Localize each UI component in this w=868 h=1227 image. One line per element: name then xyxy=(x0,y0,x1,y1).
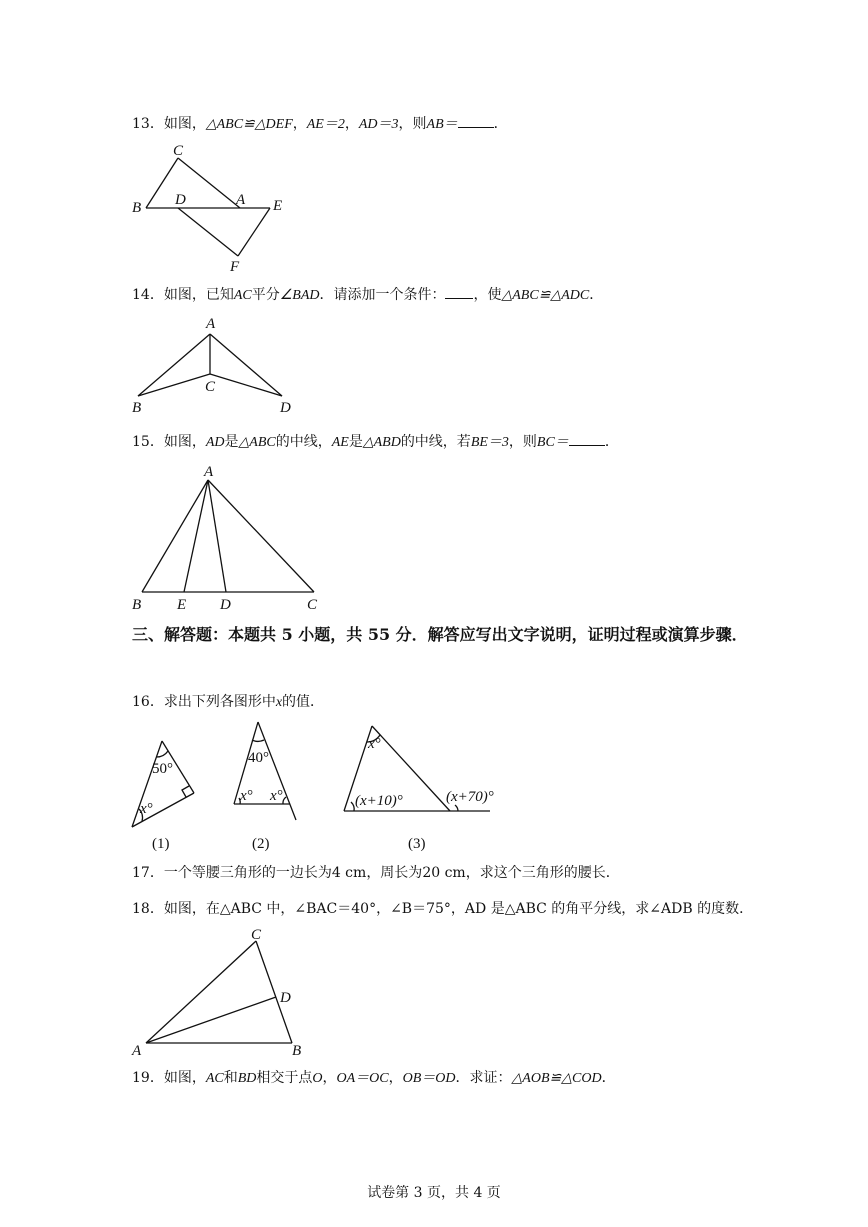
angle-x-right: x° xyxy=(270,788,283,804)
question-17 xyxy=(132,863,620,883)
label-D: D xyxy=(280,990,291,1006)
q15-text-7: ． xyxy=(604,434,619,450)
angle-x-top: x° xyxy=(368,736,381,752)
angle-x-plus-70: (x+70)° xyxy=(446,789,494,805)
q18-figure xyxy=(130,925,320,1065)
q15-text-3: 的中线， xyxy=(275,434,332,450)
label-A: A xyxy=(132,1043,142,1059)
caption-3: (3) xyxy=(408,836,426,852)
q19-math-3: O xyxy=(312,1071,323,1086)
q14-text-3: ．请添加一个条件： xyxy=(319,287,446,303)
q19-text-5: ， xyxy=(388,1070,403,1086)
q14-text-1: 如图，已知 xyxy=(163,287,234,303)
q17-text-1: 一个等腰三角形的一边长为 xyxy=(163,865,332,881)
label-C: C xyxy=(251,927,262,943)
answer-blank[interactable] xyxy=(458,113,494,128)
angle-x-left: x° xyxy=(240,788,253,804)
label-B: B xyxy=(292,1043,302,1059)
q16-figure-2 xyxy=(226,718,316,860)
label-B: B xyxy=(132,597,142,613)
q19-math-2: BD xyxy=(237,1071,257,1086)
q16-text-2: 的值． xyxy=(282,694,325,710)
question-number: 16． xyxy=(132,694,164,710)
q15-text-5: 的中线，若 xyxy=(400,434,471,450)
q15-math-1: AD xyxy=(205,435,225,450)
q15-math-5: BE＝3 xyxy=(470,435,509,450)
section-heading: 三、解答题：本题共 5 小题，共 55 分．解答应写出文字说明，证明过程或演算步骤． xyxy=(132,625,748,644)
q14-text-2: 平分 xyxy=(251,287,280,303)
label-A: A xyxy=(206,316,216,332)
question-16 xyxy=(132,692,324,713)
answer-blank[interactable] xyxy=(445,284,473,299)
angle-50: 50° xyxy=(152,761,173,777)
q14-figure xyxy=(130,312,310,422)
q19-math-6: △AOB≌△COD xyxy=(511,1071,602,1086)
q17-math-2: 20 cm xyxy=(422,865,466,881)
label-D: D xyxy=(175,192,186,208)
q13-math-3: AD＝3 xyxy=(358,117,399,132)
q19-text-3: 相交于点 xyxy=(256,1070,313,1086)
question-number: 14． xyxy=(132,287,164,303)
q16-math-1: x xyxy=(275,695,283,710)
q16-figure-3 xyxy=(340,718,510,860)
q15-text-1: 如图， xyxy=(163,434,206,450)
label-D: D xyxy=(280,400,291,416)
q19-text-7: ． xyxy=(601,1070,616,1086)
q13-text-1: 如图， xyxy=(163,116,206,132)
q13-text-2: ， xyxy=(292,116,307,132)
q17-text-3: ，求这个三角形的腰长． xyxy=(465,865,620,881)
q15-text-2: 是 xyxy=(224,434,239,450)
q14-text-5: ． xyxy=(589,287,604,303)
question-number: 18． xyxy=(132,901,164,917)
q19-text-2: 和 xyxy=(223,1070,238,1086)
label-B: B xyxy=(132,200,142,216)
question-19 xyxy=(132,1068,616,1089)
question-14 xyxy=(132,284,603,306)
angle-40: 40° xyxy=(248,750,269,766)
q14-text-4: ，使 xyxy=(473,287,502,303)
question-number: 19． xyxy=(132,1070,164,1086)
q19-math-1: AC xyxy=(205,1071,224,1086)
label-A: A xyxy=(204,464,214,480)
q18-text: 如图，在△ABC 中，∠BAC＝40°，∠B＝75°，AD 是△ABC 的角平分线，求∠ADB 的度数． xyxy=(163,901,754,917)
q13-text-3: ， xyxy=(344,116,359,132)
question-13 xyxy=(132,113,508,135)
label-C: C xyxy=(173,143,184,159)
q13-figure xyxy=(130,140,300,280)
q15-text-6: ，则 xyxy=(508,434,537,450)
label-A: A xyxy=(236,192,246,208)
q15-math-4: △ABD xyxy=(362,435,401,450)
label-E: E xyxy=(273,198,283,214)
q14-math-1: AC xyxy=(233,288,252,303)
q15-figure xyxy=(130,460,330,615)
q15-math-6: BC＝ xyxy=(536,435,569,450)
q16-text-1: 求出下列各图形中 xyxy=(163,694,276,710)
question-number: 15． xyxy=(132,434,164,450)
q19-math-5: OB＝OD xyxy=(402,1071,456,1086)
q13-math-2: AE＝2 xyxy=(306,117,345,132)
q14-math-2: ∠BAD xyxy=(279,288,320,303)
angle-x: x° xyxy=(140,801,153,817)
q13-math-4: AB＝ xyxy=(426,117,458,132)
label-E: E xyxy=(177,597,187,613)
q14-math-3: △ABC≌△ADC xyxy=(501,288,590,303)
label-C: C xyxy=(205,379,216,395)
question-18 xyxy=(132,899,753,919)
q19-text-6: ．求证： xyxy=(455,1070,512,1086)
q13-text-4: ，则 xyxy=(398,116,427,132)
q16-figure-1 xyxy=(130,735,210,860)
caption-2: (2) xyxy=(252,836,270,852)
label-C: C xyxy=(307,597,318,613)
answer-blank[interactable] xyxy=(569,431,605,446)
label-F: F xyxy=(230,259,240,275)
q19-text-1: 如图， xyxy=(163,1070,206,1086)
question-number: 17． xyxy=(132,865,164,881)
q17-math-1: 4 cm xyxy=(331,865,367,881)
q19-text-4: ， xyxy=(322,1070,337,1086)
q13-math-1: △ABC≌△DEF xyxy=(205,117,293,132)
q13-text-5: ． xyxy=(493,116,508,132)
page-footer: 试卷第 3 页，共 4 页 xyxy=(367,1185,501,1201)
q15-text-4: 是 xyxy=(348,434,363,450)
angle-x-plus-10: (x+10)° xyxy=(355,793,403,809)
q17-text-2: ，周长为 xyxy=(366,865,423,881)
caption-1: (1) xyxy=(152,836,170,852)
question-number: 13． xyxy=(132,116,164,132)
q15-math-3: AE xyxy=(331,435,349,450)
question-15 xyxy=(132,431,619,453)
label-D: D xyxy=(220,597,231,613)
q19-math-4: OA＝OC xyxy=(336,1071,389,1086)
label-B: B xyxy=(132,400,142,416)
q15-math-2: △ABC xyxy=(238,435,276,450)
